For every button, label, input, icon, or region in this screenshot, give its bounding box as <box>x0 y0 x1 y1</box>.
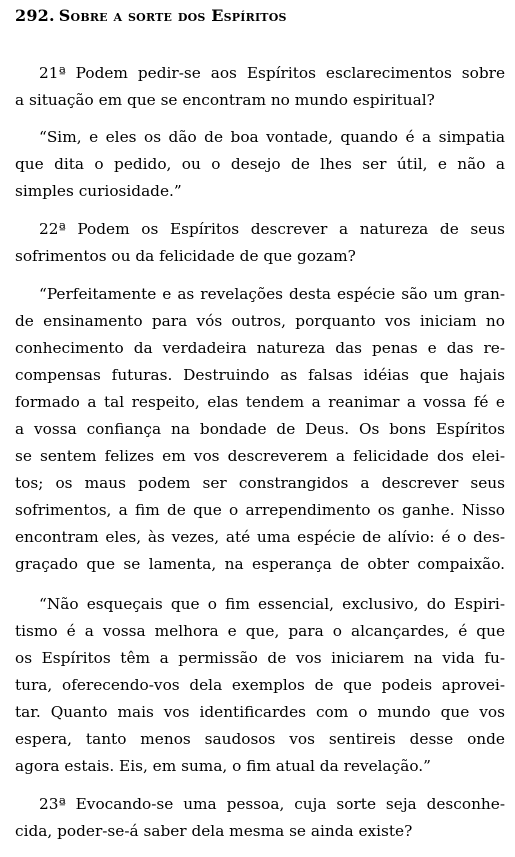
answer-22b-line: tismo é a vossa melhora e que, para o alcançardes, é que <box>15 622 505 640</box>
answer-22-line: de ensinamento para vós outros, porquanto vos iniciam no <box>15 312 505 330</box>
section-title: Sobre a sorte dos Espíritos <box>58 6 287 25</box>
answer-22-line: graçado que se lamenta, na esperança de obter compaixão. <box>15 555 505 573</box>
answer-22b-line: tura, oferecendo-vos dela exemplos de que podeis aprovei- <box>15 676 505 694</box>
section-number: 292. <box>15 6 55 25</box>
answer-22b-line: “Não esqueçais que o fim essencial, exclusivo, do Espiri- <box>39 595 505 613</box>
answer-22-line: tos; os maus podem ser constrangidos a descrever seus <box>15 474 505 492</box>
answer-22-line: sofrimentos, a fim de que o arrependimento os ganhe. Nisso <box>15 501 505 519</box>
question-23-line: 23ª Evocando-se uma pessoa, cuja sorte seja desconhe- <box>39 795 505 813</box>
answer-22-line: se sentem felizes em vos descreverem a felicidade dos elei- <box>15 447 505 465</box>
answer-22b-line: os Espíritos têm a permissão de vos iniciarem na vida fu- <box>15 649 505 667</box>
answer-22-line: encontram eles, às vezes, até uma espécie de alívio: é o des- <box>15 528 505 546</box>
question-21-line: a situação em que se encontram no mundo espiritual? <box>15 91 435 109</box>
answer-22-line: compensas futuras. Destruindo as falsas idéias que hajais <box>15 366 505 384</box>
answer-21-line: simples curiosidade.” <box>15 182 182 200</box>
question-22-line: 22ª Podem os Espíritos descrever a natureza de seus <box>39 220 505 238</box>
answer-21-line: “Sim, e eles os dão de boa vontade, quando é a simpatia <box>39 128 505 146</box>
section-heading <box>15 6 287 25</box>
answer-22-line: “Perfeitamente e as revelações desta espécie são um gran- <box>39 285 505 303</box>
answer-22b-line: tar. Quanto mais vos identificardes com o mundo que vos <box>15 703 505 721</box>
answer-22-line: a vossa confiança na bondade de Deus. Os bons Espíritos <box>15 420 505 438</box>
answer-22-line: formado a tal respeito, elas tendem a reanimar a vossa fé e <box>15 393 505 411</box>
answer-22b-line: agora estais. Eis, em suma, o fim atual da revelação.” <box>15 757 431 775</box>
answer-22-line: conhecimento da verdadeira natureza das penas e das re- <box>15 339 505 357</box>
answer-22b-line: espera, tanto menos saudosos vos sentireis desse onde <box>15 730 505 748</box>
question-23-line: cida, poder-se-á saber dela mesma se ainda existe? <box>15 822 413 840</box>
question-22-line: sofrimentos ou da felicidade de que gozam? <box>15 247 356 265</box>
question-21-line: 21ª Podem pedir-se aos Espíritos esclarecimentos sobre <box>39 64 505 82</box>
answer-21-line: que dita o pedido, ou o desejo de lhes ser útil, e não a <box>15 155 505 173</box>
